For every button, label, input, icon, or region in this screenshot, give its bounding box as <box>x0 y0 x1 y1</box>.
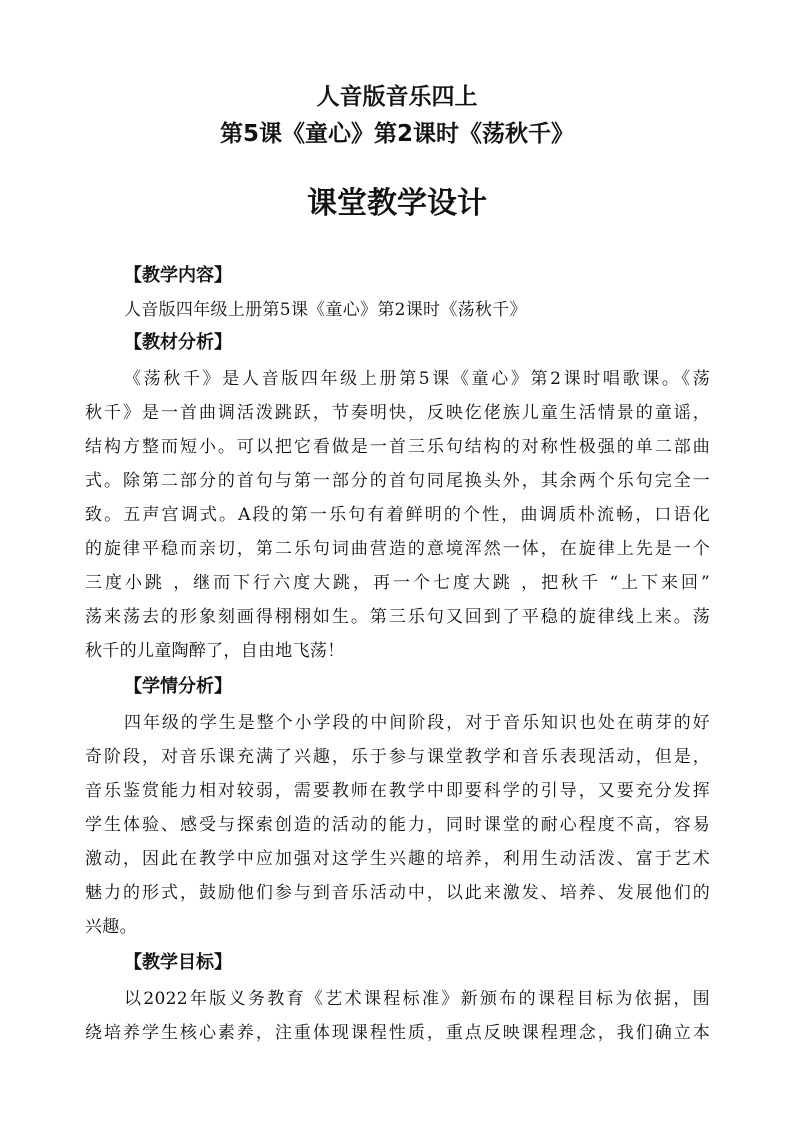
doc-title-line1: 人音版音乐四上 <box>316 84 478 110</box>
paragraph-line: 绕培养学生核心素养，注重体现课程性质，重点反映课程理念，我们确立本 <box>85 1023 710 1043</box>
section-title-content: 【教学内容】 <box>124 265 232 286</box>
paragraph-line: 三度小跳 ，继而下行六度大跳，再一个七度大跳 ，把秋千 “上下来回” <box>85 573 710 593</box>
paragraph-line: 致。五声宫调式。A段的第一乐句有着鲜明的个性，曲调质朴流畅，口语化 <box>85 505 710 525</box>
paragraph-line: 奇阶段，对音乐课充满了兴趣，乐于参与课堂教学和音乐表现活动，但是， <box>85 747 710 767</box>
section-title-students: 【学情分析】 <box>124 676 232 697</box>
paragraph-line: 人音版四年级上册第5课《童心》第2课时《荡秋千》 <box>124 300 527 320</box>
paragraph-line: 以2022年版义务教育《艺术课程标准》新颁布的课程目标为依据，围 <box>124 989 710 1009</box>
paragraph-line: 的旋律平稳而亲切，第二乐句词曲营造的意境浑然一体，在旋律上先是一个 <box>85 539 710 559</box>
paragraph-line: 荡来荡去的形象刻画得栩栩如生。第三乐句又回到了平稳的旋律线上来。荡 <box>85 607 710 627</box>
section-title-goals: 【教学目标】 <box>124 952 232 973</box>
paragraph-line: 音乐鉴赏能力相对较弱，需要教师在教学中即要科学的引导，又要充分发挥 <box>85 781 710 801</box>
paragraph-line: 秋千》是一首曲调活泼跳跃，节奏明快，反映仡佬族儿童生活情景的童谣， <box>85 403 710 423</box>
doc-heading: 课堂教学设计 <box>307 186 487 221</box>
paragraph-line: 兴趣。 <box>85 917 137 937</box>
doc-title-line2: 第5课《童心》第2课时《荡秋千》 <box>219 121 574 147</box>
paragraph-line: 秋千的儿童陶醉了，自由地飞荡！ <box>85 641 345 661</box>
paragraph-line: 学生体验、感受与探索创造的活动的能力，同时课堂的耐心程度不高，容易 <box>85 815 710 835</box>
paragraph-line: 四年级的学生是整个小学段的中间阶段，对于音乐知识也处在萌芽的好 <box>124 713 710 733</box>
paragraph-line: 《荡秋千》是人音版四年级上册第5课《童心》第2课时唱歌课。《荡 <box>124 369 710 389</box>
paragraph-line: 激动，因此在教学中应加强对这学生兴趣的培养，利用生动活泼、富于艺术 <box>85 849 710 869</box>
paragraph-line: 式。除第二部分的首句与第一部分的首句同尾换头外，其余两个乐句完全一 <box>85 471 710 491</box>
paragraph-line: 结构方整而短小。可以把它看做是一首三乐句结构的对称性极强的单二部曲 <box>85 437 710 457</box>
paragraph-line: 魅力的形式，鼓励他们参与到音乐活动中，以此来激发、培养、发展他们的 <box>85 883 710 903</box>
section-title-material: 【教材分析】 <box>124 332 232 353</box>
